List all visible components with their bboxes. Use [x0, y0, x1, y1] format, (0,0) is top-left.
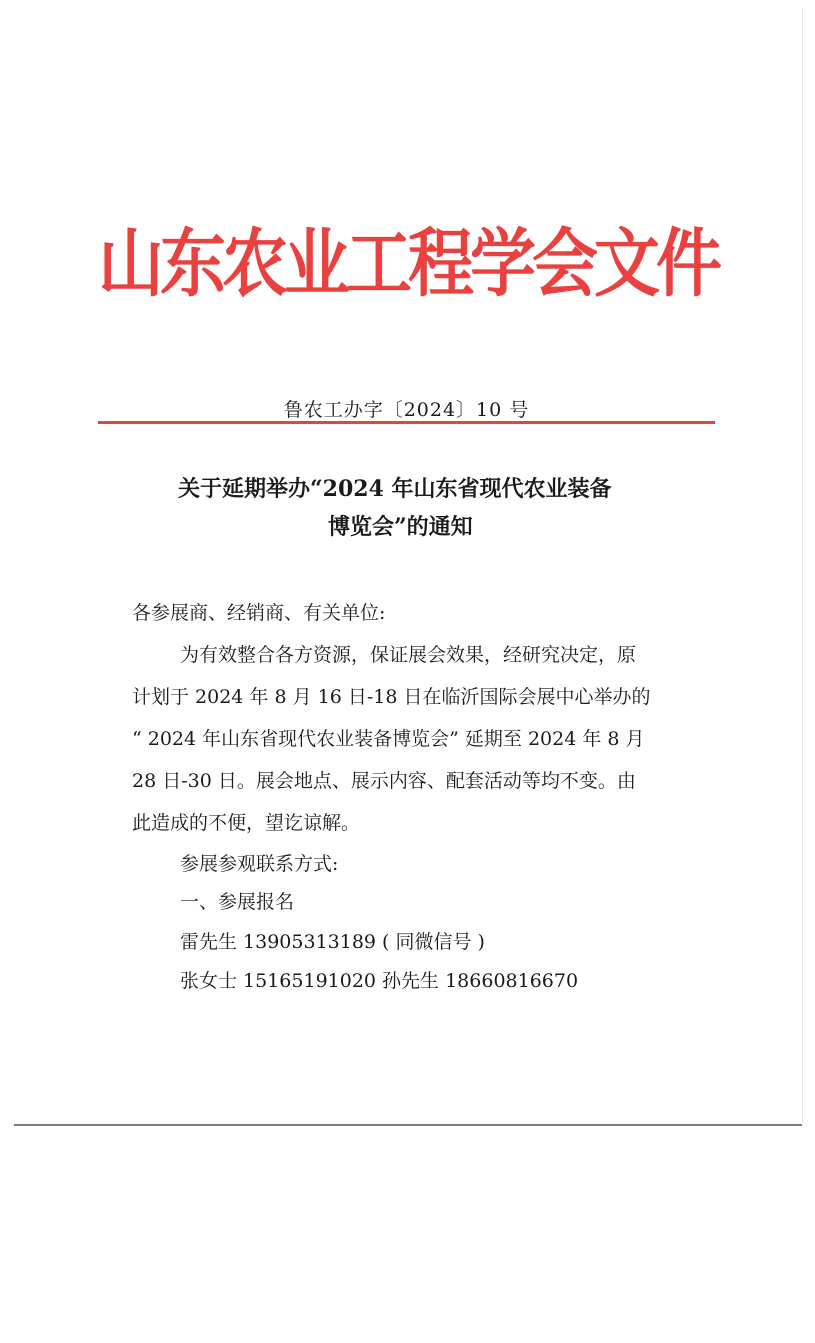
contact-line-1: 雷先生 13905313189 ( 同微信号 ) [180, 931, 485, 953]
paragraph-1-line-2: 计划于 2024 年 8 月 16 日-18 日在临沂国际会展中心举办的 [132, 686, 651, 708]
paragraph-1-line-4: 28 日-30 日。展会地点、展示内容、配套活动等均不变。由 [132, 770, 636, 792]
paragraph-1-line-1: 为有效整合各方资源，保证展会效果，经研究决定，原 [180, 644, 637, 666]
section-1-heading: 一、参展报名 [180, 891, 295, 913]
contact-intro: 参展参观联系方式: [180, 853, 339, 875]
salutation: 各参展商、经销商、有关单位: [132, 602, 386, 624]
contact-line-2: 张女士 15165191020 孙先生 18660816670 [180, 970, 579, 992]
paragraph-1-line-5: 此造成的不便，望讫谅解。 [132, 812, 361, 834]
document-header-title: 山东农业工程学会文件 [98, 220, 718, 308]
document-number: 鲁农工办字〔2024〕10 号 [283, 399, 530, 421]
red-header-rule [98, 421, 715, 424]
notice-title-line-2: 博览会”的通知 [328, 514, 473, 540]
notice-title [130, 470, 690, 546]
document-page [14, 8, 803, 1123]
notice-title-line-1: 关于延期举办“2024 年山东省现代农业装备 [178, 476, 612, 502]
page-edge-divider [14, 1124, 802, 1126]
paragraph-1-line-3: “ 2024 年山东省现代农业装备博览会” 延期至 2024 年 8 月 [132, 728, 645, 750]
